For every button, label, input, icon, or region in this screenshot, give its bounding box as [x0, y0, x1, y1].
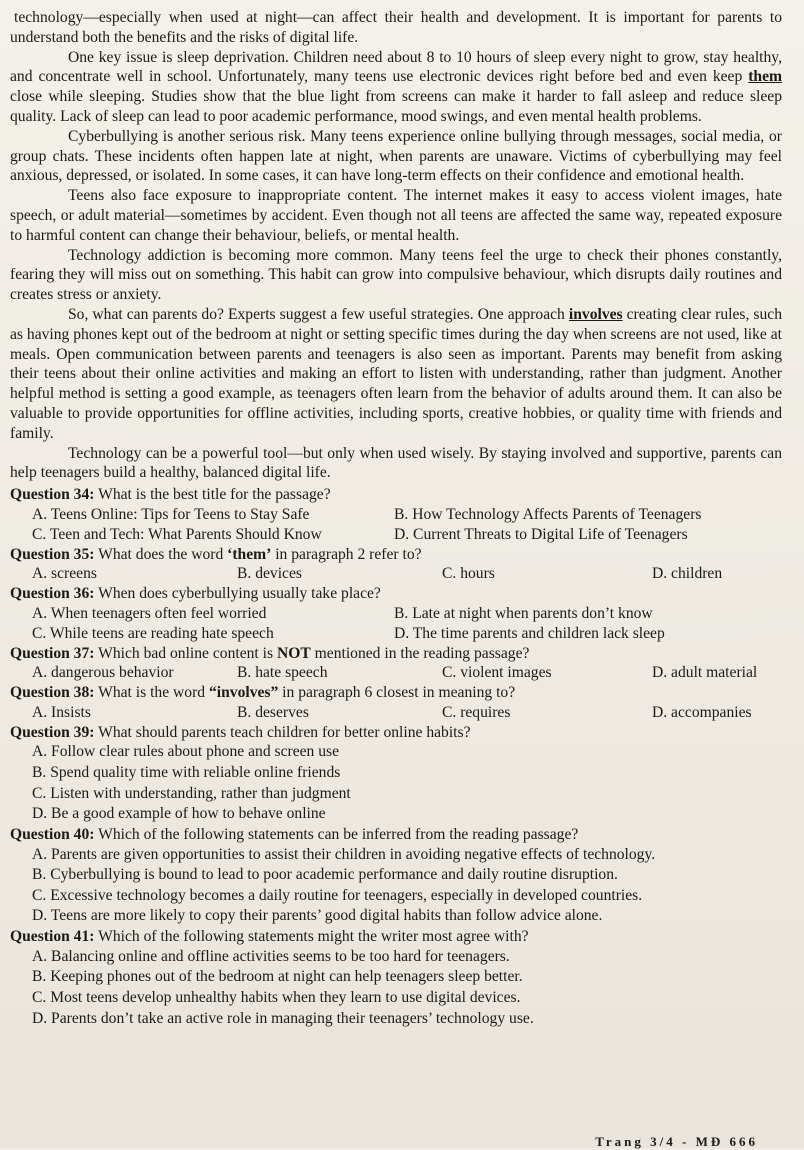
question-38-options: [32, 703, 782, 723]
question-40-options: [32, 845, 782, 927]
question-38-stem: [10, 683, 782, 703]
option-c[interactable]: C. Excessive technology becomes a daily routine for teenagers, especially in developed countries.: [32, 886, 643, 904]
paragraph-6: [10, 305, 782, 444]
question-text-end: in paragraph 2 refer to?: [271, 545, 422, 563]
keyword-involves: involves: [568, 305, 623, 323]
option-a[interactable]: A. dangerous behavior: [32, 664, 174, 682]
question-34: [10, 485, 782, 544]
paragraph-5: Technology addiction is becoming more common. Many teens feel the urge to check their phones constantly, fearing they will miss out on something. This habit can grow into compulsive behaviour, which disrupts daily routines and creates stress or anxiety.: [10, 246, 782, 304]
question-41-options: [32, 947, 782, 1029]
option-a[interactable]: A. Follow clear rules about phone and screen use: [32, 743, 340, 761]
option-d[interactable]: D. Be a good example of how to behave online: [32, 805, 326, 823]
option-a[interactable]: A. When teenagers often feel worried: [32, 604, 267, 622]
option-b[interactable]: B. deserves: [237, 703, 309, 721]
question-text-end: mentioned in the reading passage?: [310, 644, 530, 662]
question-text: What does the word: [94, 545, 228, 563]
option-d[interactable]: D. adult material: [652, 664, 758, 682]
question-text: What should parents teach children for better online habits?: [94, 723, 471, 741]
option-b[interactable]: B. How Technology Affects Parents of Teenagers: [394, 505, 702, 523]
question-list: [10, 485, 782, 1029]
question-number: Question 40:: [10, 825, 95, 843]
question-38: [10, 683, 782, 723]
paragraph-6-text-end: creating clear rules, such as having phones kept out of the bedroom at night or setting specific times during the day when screens are not used, like at meals. Open communication between parents and teenagers is also seen as important. Parents may benefit from asking their teens about their online activities and making an effort to listen with understanding, rather than judgment. Another helpful method is setting a good example, as teenagers often learn from the behavior of adults around them. It can also be valuable to provide opportunities for offline activities, including sports, creative hobbies, or quality time with friends and family.: [10, 305, 782, 442]
question-34-options: [32, 505, 782, 545]
question-37: [10, 644, 782, 684]
question-35: [10, 545, 782, 585]
question-40-stem: [10, 825, 782, 845]
question-37-stem: [10, 644, 782, 664]
paragraph-2-text: One key issue is sleep deprivation. Children need about 8 to 10 hours of sleep every night to grow, stay healthy, and concentrate well in school. Unfortunately, many teens use electronic devices right before bed and even keep: [10, 48, 782, 86]
question-keyword: ‘them’: [227, 545, 272, 563]
option-b[interactable]: B. Late at night when parents don’t know: [394, 604, 653, 622]
paragraph-2: [10, 48, 782, 127]
question-text: Which of the following statements might the writer most agree with?: [94, 928, 529, 946]
question-keyword: NOT: [276, 644, 311, 662]
option-c[interactable]: C. violent images: [442, 664, 552, 682]
paragraph-2-text-end: close while sleeping. Studies show that the blue light from screens can make it harder to fall asleep and reduce sleep quality. Lack of sleep can lead to poor academic performance, mood swings, and even mental health problems.: [10, 88, 782, 125]
option-a[interactable]: A. Balancing online and offline activities seems to be too hard for teenagers.: [32, 947, 510, 965]
keyword-them: them: [748, 68, 782, 86]
question-41: [10, 927, 782, 1029]
page-footer: Trang 3/4 - MĐ 666: [595, 1134, 758, 1149]
option-b[interactable]: B. hate speech: [237, 664, 328, 682]
option-a[interactable]: A. Parents are given opportunities to assist their children in avoiding negative effects of technology.: [32, 845, 656, 863]
question-text: When does cyberbullying usually take place?: [94, 585, 381, 603]
option-b[interactable]: B. Cyberbullying is bound to lead to poor academic performance and daily routine disruption.: [32, 866, 618, 884]
option-d[interactable]: D. Teens are more likely to copy their parents’ good digital habits than follow advice alone.: [32, 907, 603, 925]
option-a[interactable]: A. screens: [32, 565, 97, 583]
question-36-stem: [10, 584, 782, 604]
question-number: Question 35:: [10, 545, 95, 563]
question-35-stem: [10, 545, 782, 565]
option-c[interactable]: C. Most teens develop unhealthy habits when they learn to use digital devices.: [32, 989, 521, 1007]
question-number: Question 39:: [10, 723, 95, 741]
question-number: Question 34:: [10, 486, 95, 504]
question-text: What is the best title for the passage?: [94, 486, 331, 504]
question-text: Which of the following statements can be inferred from the reading passage?: [94, 825, 579, 843]
question-40: [10, 825, 782, 927]
option-a[interactable]: A. Insists: [32, 703, 91, 721]
option-c[interactable]: C. Teen and Tech: What Parents Should Know: [32, 525, 322, 543]
question-text: Which bad online content is: [94, 644, 277, 662]
paragraph-6-text: So, what can parents do? Experts suggest a few useful strategies. One approach: [68, 305, 569, 323]
option-d[interactable]: D. Parents don’t take an active role in managing their teenagers’ technology use.: [32, 1009, 534, 1027]
question-number: Question 41:: [10, 928, 95, 946]
option-d[interactable]: D. The time parents and children lack sleep: [394, 624, 665, 642]
question-number: Question 37:: [10, 644, 95, 662]
question-39-stem: [10, 723, 782, 743]
option-d[interactable]: D. Current Threats to Digital Life of Teenagers: [394, 525, 688, 543]
option-c[interactable]: C. While teens are reading hate speech: [32, 624, 274, 642]
question-35-options: [32, 564, 782, 584]
question-text-end: in paragraph 6 closest in meaning to?: [278, 684, 516, 702]
option-c[interactable]: C. requires: [442, 703, 511, 721]
option-b[interactable]: B. devices: [237, 565, 302, 583]
option-c[interactable]: C. Listen with understanding, rather than judgment: [32, 784, 351, 802]
option-b[interactable]: B. Keeping phones out of the bedroom at night can help teenagers sleep better.: [32, 968, 523, 986]
question-41-stem: [10, 927, 782, 947]
option-a[interactable]: A. Teens Online: Tips for Teens to Stay Safe: [32, 505, 310, 523]
option-c[interactable]: C. hours: [442, 565, 495, 583]
question-number: Question 38:: [10, 684, 95, 702]
option-d[interactable]: D. children: [652, 565, 723, 583]
paragraph-3: Cyberbullying is another serious risk. Many teens experience online bullying through messages, social media, or group chats. These incidents often happen late at night, when parents are unaware. Victims of cyberbullying may feel anxious, depressed, or isolated. In some cases, it can have long-term effects on their confidence and emotional health.: [10, 127, 782, 185]
option-b[interactable]: B. Spend quality time with reliable online friends: [32, 764, 341, 782]
question-39-options: [32, 742, 782, 824]
question-34-stem: [10, 485, 782, 505]
paragraph-7: Technology can be a powerful tool—but only when used wisely. By staying involved and supportive, parents can help teenagers build a healthy, balanced digital life.: [10, 444, 782, 482]
question-37-options: [32, 663, 782, 683]
question-keyword: “involves”: [208, 684, 279, 702]
question-36-options: [32, 604, 782, 644]
question-39: [10, 723, 782, 825]
reading-passage: [10, 8, 782, 483]
question-text: What is the word: [94, 684, 209, 702]
option-d[interactable]: D. accompanies: [652, 703, 752, 721]
paragraph-4: Teens also face exposure to inappropriate content. The internet makes it easy to access violent images, hate speech, or adult material—sometimes by accident. Even though not all teens are affected the same way, repeated exposure to harmful content can change their behaviour, beliefs, or mental health.: [10, 187, 782, 244]
question-number: Question 36:: [10, 585, 95, 603]
question-36: [10, 584, 782, 643]
paragraph-1: technology—especially when used at night—can affect their health and development. It is important for parents to understand both the benefits and the risks of digital life.: [10, 9, 782, 46]
